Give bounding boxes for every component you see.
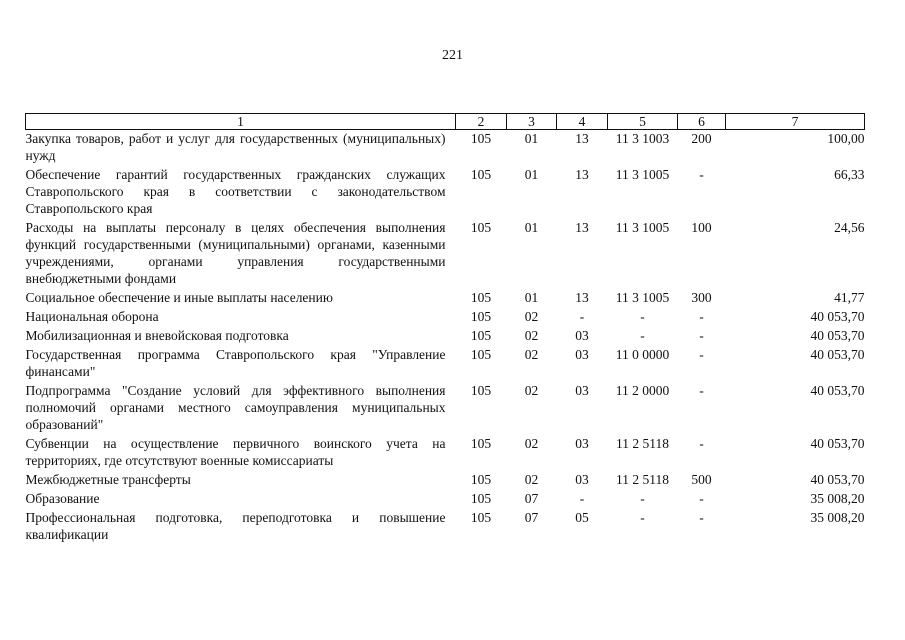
section-code: 07 (524, 491, 539, 506)
expense-type-code: - (699, 347, 704, 362)
subsection-code: 03 (575, 347, 589, 362)
subsection-code: 03 (575, 328, 589, 343)
item-description: Закупка товаров, работ и услуг для государственных (муниципальных) нужд (25, 131, 446, 163)
amount: 40 053,70 (810, 383, 865, 398)
target-article-code: - (640, 309, 645, 324)
item-description: Образование (25, 491, 100, 506)
target-article-code: 11 3 1005 (615, 220, 670, 235)
amount: 40 053,70 (810, 328, 865, 343)
ministry-code: 105 (470, 309, 492, 324)
expense-type-code: 300 (691, 290, 712, 305)
section-code: 02 (524, 309, 539, 324)
item-description: Обеспечение гарантий государственных гражданских служащих Ставропольского края в соответствии с законодательством Ставропольского края (25, 167, 446, 216)
expense-type-code: - (699, 383, 704, 398)
ministry-code: 105 (470, 167, 492, 182)
target-article-code: 11 3 1003 (615, 131, 670, 146)
expense-type-code: - (699, 167, 704, 182)
ministry-code: 105 (470, 131, 492, 146)
column-header: 6 (678, 114, 726, 130)
column-header: 7 (726, 114, 865, 130)
budget-table (25, 113, 865, 545)
table-row (26, 327, 865, 346)
table-row (26, 382, 865, 435)
item-description: Расходы на выплаты персоналу в целях обеспечения выполнения функций государственными (муниципальными) органами, казенными учреждениями, органами управления государственными внебюджетными фондами (25, 220, 446, 286)
ministry-code: 105 (470, 328, 492, 343)
subsection-code: - (579, 309, 585, 324)
expense-type-code: - (699, 491, 704, 506)
section-code: 01 (524, 131, 539, 146)
section-code: 02 (524, 347, 539, 362)
table-row (26, 435, 865, 471)
target-article-code: 11 0 0000 (615, 347, 670, 362)
table-row (26, 166, 865, 219)
expense-type-code: - (699, 436, 704, 451)
target-article-code: - (640, 491, 645, 506)
column-header: 4 (557, 114, 608, 130)
ministry-code: 105 (470, 347, 492, 362)
expense-type-code: - (699, 328, 704, 343)
column-header: 3 (507, 114, 557, 130)
subsection-code: 13 (575, 167, 589, 182)
item-description: Профессиональная подготовка, переподготовка и повышение квалификации (25, 510, 446, 542)
amount: 100,00 (827, 131, 865, 146)
item-description: Государственная программа Ставропольского края "Управление финансами" (25, 347, 446, 379)
section-code: 07 (524, 510, 539, 525)
item-description: Субвенции на осуществление первичного воинского учета на территориях, где отсутствуют военные комиссариаты (25, 436, 446, 468)
table-header-row (26, 114, 865, 130)
target-article-code: - (640, 510, 645, 525)
subsection-code: - (579, 491, 585, 506)
amount: 40 053,70 (810, 309, 865, 324)
amount: 24,56 (834, 220, 865, 235)
column-header: 1 (26, 114, 456, 130)
section-code: 01 (524, 220, 539, 235)
table-row (26, 509, 865, 545)
subsection-code: 13 (575, 131, 589, 146)
table-row (26, 289, 865, 308)
subsection-code: 13 (575, 220, 589, 235)
target-article-code: 11 3 1005 (615, 167, 670, 182)
item-description: Мобилизационная и вневойсковая подготовка (25, 328, 289, 343)
subsection-code: 03 (575, 472, 589, 487)
amount: 40 053,70 (810, 436, 865, 451)
section-code: 02 (524, 328, 539, 343)
ministry-code: 105 (470, 383, 492, 398)
target-article-code: 11 2 0000 (615, 383, 670, 398)
amount: 66,33 (834, 167, 865, 182)
subsection-code: 03 (575, 436, 589, 451)
expense-type-code: 500 (691, 472, 712, 487)
expense-type-code: 200 (691, 131, 712, 146)
section-code: 02 (524, 383, 539, 398)
section-code: 02 (524, 472, 539, 487)
table-row (26, 130, 865, 167)
section-code: 01 (524, 290, 539, 305)
table-row (26, 346, 865, 382)
ministry-code: 105 (470, 491, 492, 506)
section-code: 01 (524, 167, 539, 182)
subsection-code: 03 (575, 383, 589, 398)
table-row (26, 471, 865, 490)
column-header: 2 (456, 114, 507, 130)
ministry-code: 105 (470, 436, 492, 451)
amount: 41,77 (834, 290, 865, 305)
amount: 35 008,20 (810, 510, 865, 525)
target-article-code: 11 2 5118 (616, 436, 669, 451)
ministry-code: 105 (470, 220, 492, 235)
subsection-code: 05 (575, 510, 589, 525)
ministry-code: 105 (470, 290, 492, 305)
item-description: Подпрограмма "Создание условий для эффективного выполнения полномочий органами местного самоуправления муниципальных образований" (25, 383, 446, 432)
item-description: Межбюджетные трансферты (25, 472, 191, 487)
column-header: 5 (608, 114, 678, 130)
target-article-code: - (640, 328, 645, 343)
page-number: 221 (442, 48, 463, 63)
table-row (26, 308, 865, 327)
amount: 35 008,20 (810, 491, 865, 506)
amount: 40 053,70 (810, 347, 865, 362)
ministry-code: 105 (470, 472, 492, 487)
ministry-code: 105 (470, 510, 492, 525)
table-row (26, 219, 865, 289)
amount: 40 053,70 (810, 472, 865, 487)
expense-type-code: - (699, 510, 704, 525)
expense-type-code: 100 (691, 220, 712, 235)
table-row (26, 490, 865, 509)
section-code: 02 (524, 436, 539, 451)
expense-type-code: - (699, 309, 704, 324)
subsection-code: 13 (575, 290, 589, 305)
item-description: Национальная оборона (25, 309, 159, 324)
target-article-code: 11 2 5118 (616, 472, 669, 487)
item-description: Социальное обеспечение и иные выплаты населению (25, 290, 333, 305)
target-article-code: 11 3 1005 (615, 290, 670, 305)
